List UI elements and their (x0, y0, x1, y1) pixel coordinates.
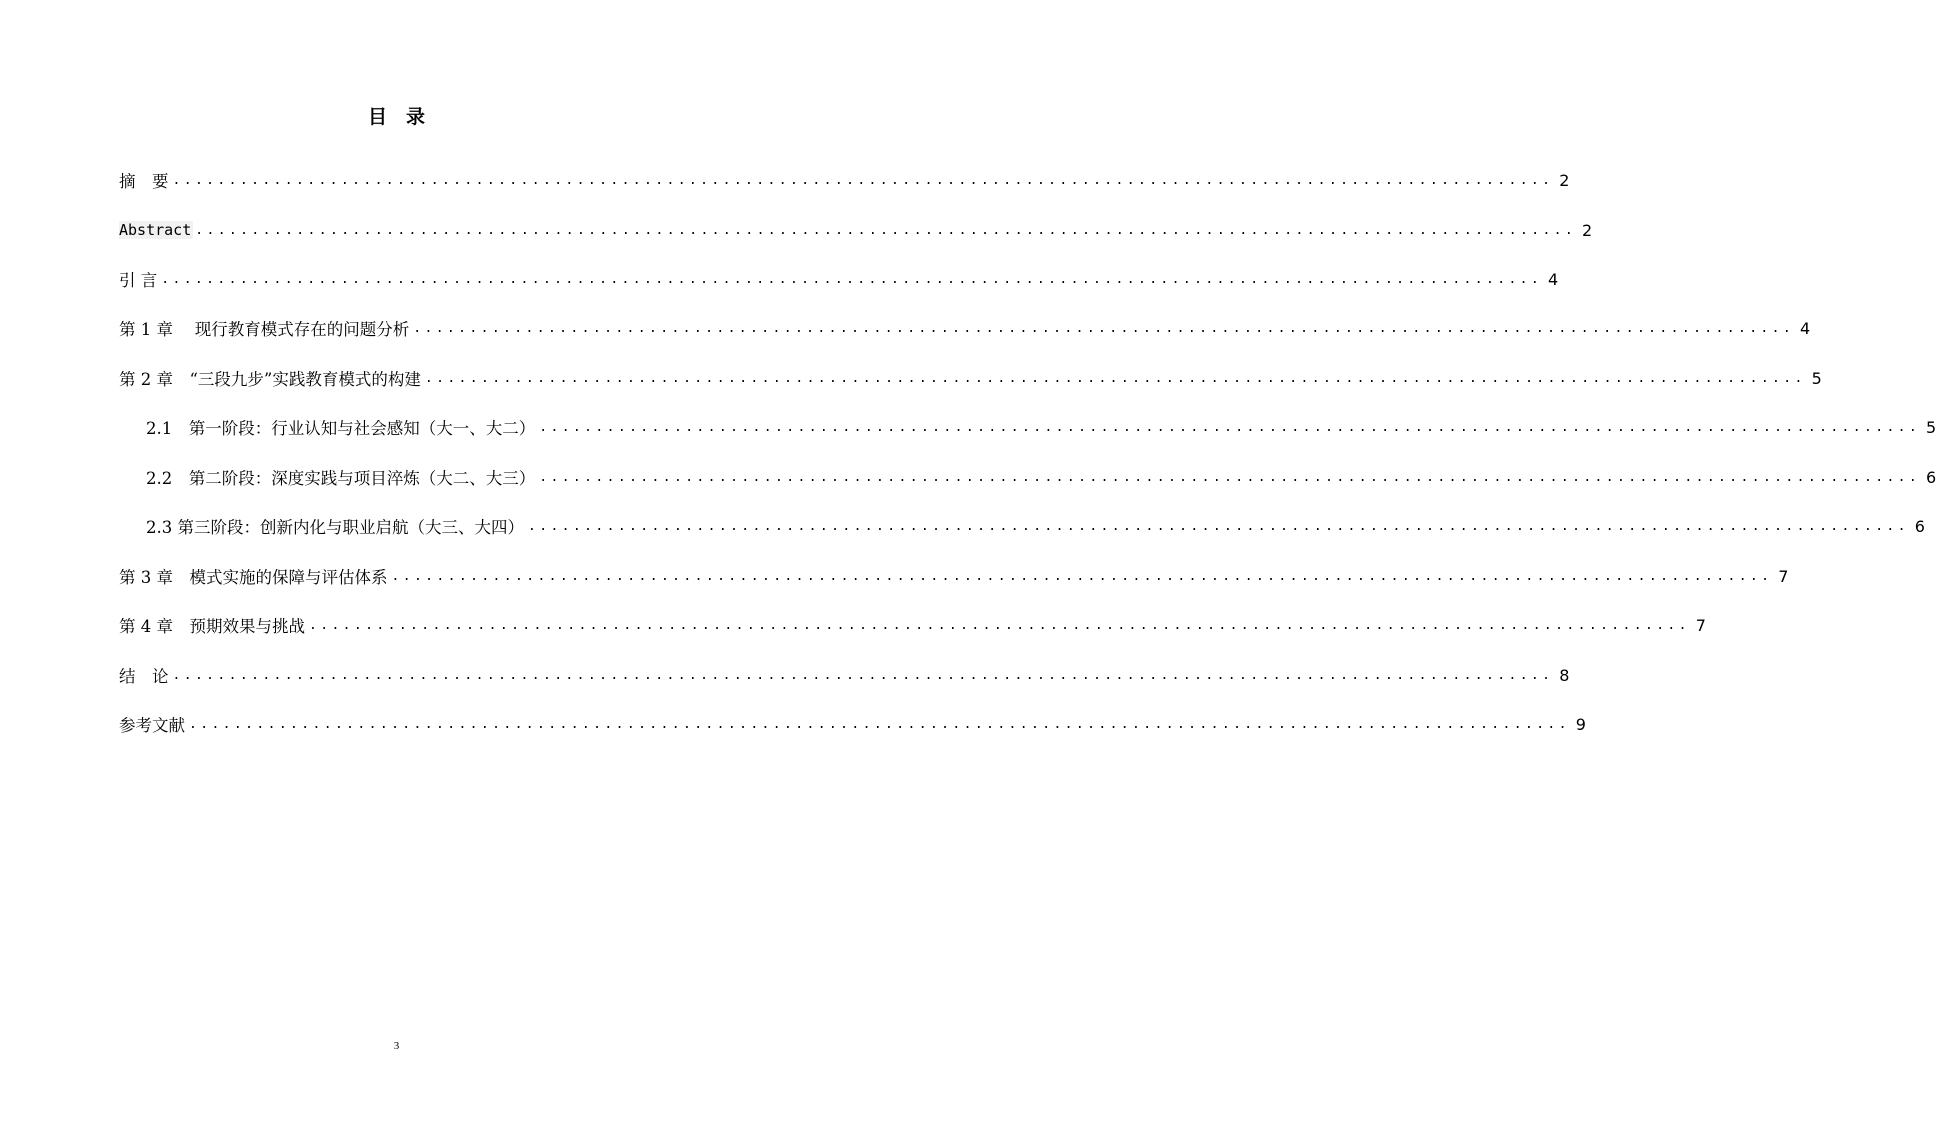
toc-entry-page: 2 (1559, 170, 1570, 190)
toc-entry-label: 2.1 第一阶段：行业认知与社会感知（大一、大二） (146, 419, 536, 438)
toc-entry-page: 6 (1914, 516, 1925, 536)
toc-entry-page: 5 (1811, 368, 1822, 388)
footer-page-number: 3 (393, 1040, 400, 1052)
toc-entry-page: 4 (1547, 269, 1559, 289)
toc-entry-page: 6 (1925, 467, 1936, 487)
toc-entry[interactable] (119, 313, 1811, 343)
toc-dot-leader: ........................................................................................................................... (539, 419, 1921, 435)
toc-dot-leader: ........................................................................................................................... (413, 320, 1795, 336)
toc-entry-page: 4 (1799, 318, 1811, 338)
toc-entry-label: 摘 要 (119, 172, 169, 191)
toc-entry[interactable] (119, 215, 1593, 245)
toc-entry-label: 第 3 章 模式实施的保障与评估体系 (119, 568, 388, 587)
toc-dot-leader: ........................................................................................................................... (161, 271, 1543, 287)
toc-dot-leader: ........................................................................................................................... (172, 172, 1554, 188)
toc-entry-label: 2.2 第二阶段：深度实践与项目淬炼（大二、大三） (146, 469, 536, 488)
toc-entry-label: 2.3 第三阶段：创新内化与职业启航（大三、大四） (146, 518, 524, 537)
toc-entry-page: 7 (1695, 615, 1706, 635)
toc-dot-leader: ........................................................................................................................... (309, 617, 1690, 633)
toc-entry-page: 9 (1575, 714, 1586, 734)
toc-subentry[interactable] (146, 412, 1936, 442)
toc-entry-label: 参考文献 (119, 716, 185, 735)
toc-dot-leader: ........................................................................................................................... (189, 716, 1570, 732)
toc-entry-page: 8 (1559, 665, 1570, 685)
toc-entry-label: 引 言 (119, 271, 158, 290)
toc-dot-leader: ........................................................................................................................... (539, 469, 1921, 485)
toc-entry-label: 第 2 章 “三段九步”实践教育模式的构建 (119, 370, 421, 389)
toc-dot-leader: ........................................................................................................................... (195, 222, 1577, 238)
toc-entry-page: 5 (1925, 417, 1936, 437)
toc-dot-leader: ........................................................................................................................... (172, 667, 1554, 683)
toc-entry-label: 结 论 (119, 667, 169, 686)
toc-entry[interactable] (119, 165, 1570, 195)
toc-dot-leader: ........................................................................................................................... (528, 518, 1909, 534)
toc-title: 目 录 (367, 106, 425, 128)
toc-entry-label: 第 1 章 现行教育模式存在的问题分析 (119, 320, 410, 339)
toc-entry-label: Abstract (119, 221, 192, 239)
toc-entry-page: 7 (1778, 566, 1789, 586)
toc-subentry[interactable] (146, 462, 1936, 492)
toc-entry[interactable] (119, 709, 1586, 739)
toc-entry[interactable] (119, 660, 1570, 690)
toc-entry-page: 2 (1581, 220, 1593, 240)
toc-entry-label: 第 4 章 预期效果与挑战 (119, 617, 305, 636)
toc-entry[interactable] (119, 561, 1789, 591)
toc-dot-leader: ........................................................................................................................... (424, 370, 1806, 386)
toc-entry[interactable] (119, 610, 1706, 640)
toc-entry[interactable] (119, 264, 1559, 294)
toc-entry[interactable] (119, 363, 1822, 393)
toc-subentry[interactable] (146, 511, 1925, 541)
toc-dot-leader: ........................................................................................................................... (391, 568, 1773, 584)
